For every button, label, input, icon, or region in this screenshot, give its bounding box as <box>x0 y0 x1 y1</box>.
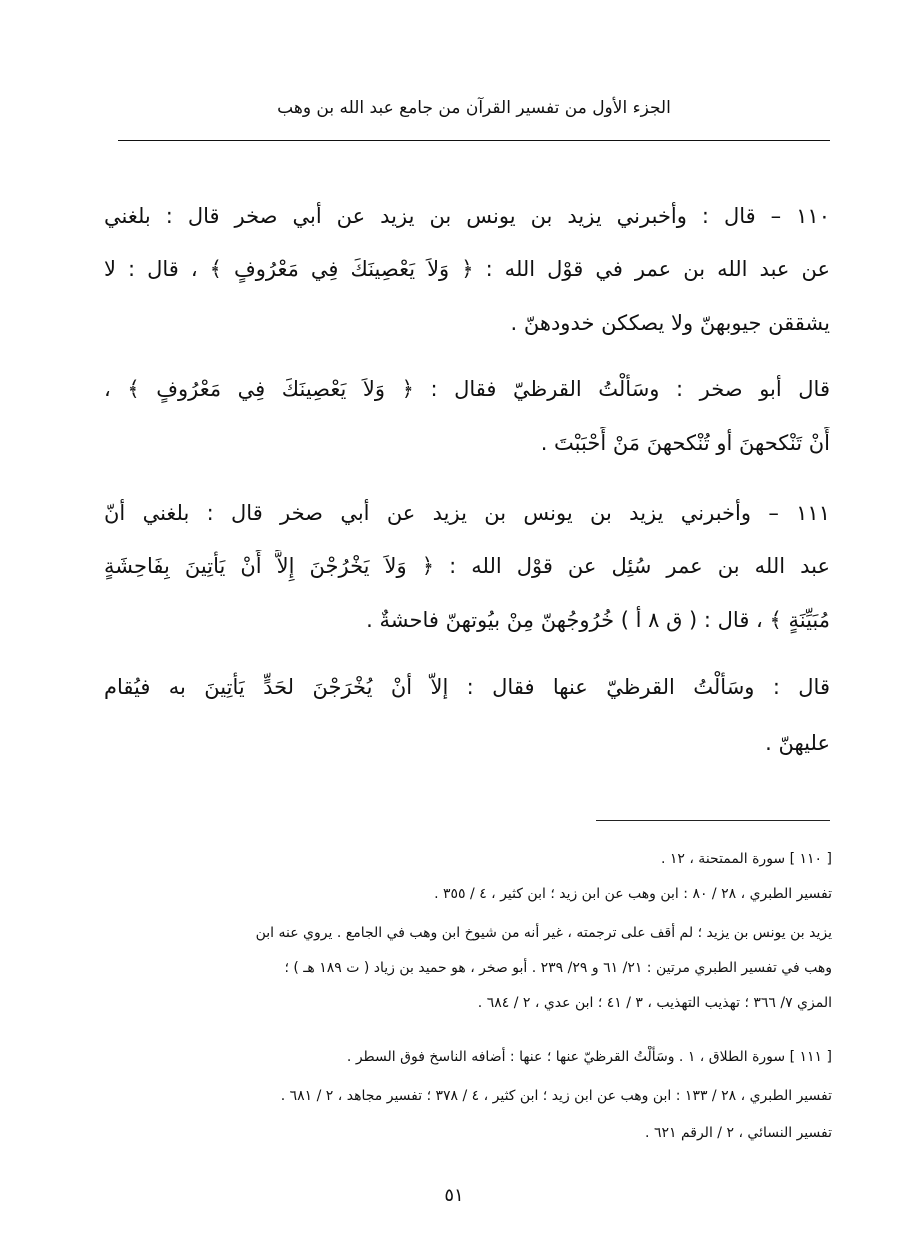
body-line: أَنْ تَنْكحهنَ أو تُنْكحهنَ مَنْ أَحْبَبْتَ . <box>540 431 830 455</box>
running-header: الجزء الأول من تفسير القرآن من جامع عبد الله بن وهب <box>277 98 671 118</box>
body-line: قال : وسَأَلْتُ القرظيّ عنها فقال : إلاّ أنْ يُخْرَجْنَ لحَدٍّ يَأْتِينَ به فيُقام <box>104 675 830 699</box>
body-line: ١١٠ – قال : وأخبرني يزيد بن يونس بن يزيد عن أبي صخر قال : بلغني <box>104 204 830 228</box>
footnote-line: وهب في تفسير الطبري مرتين : ٢١/ ٦١ و ٢٩/ ٢٣٩ . أبو صخر ، هو حميد بن زياد ( ت ١٨٩ هـ ) ؛ <box>284 960 832 976</box>
body-line: عبد الله بن عمر سُئِل عن قوْل الله : ﴿ وَلاَ يَخْرُجْنَ إِلاَّ أَنْ يَأْتِينَ بِفَاحِشَةٍ <box>104 554 830 578</box>
footnote-line: يزيد بن يونس بن يزيد ؛ لم أقف على ترجمته ، غير أنه من شيوخ ابن وهب في الجامع . يروي عنه ابن <box>255 925 832 941</box>
body-line: عليهنّ . <box>765 731 830 755</box>
footnote-line: تفسير النسائي ، ٢ / الرقم ٦٢١ . <box>645 1125 832 1141</box>
body-line: عن عبد الله بن عمر في قوْل الله : ﴿ وَلاَ يَعْصِينَكَ فِي مَعْرُوفٍ ﴾ ، قال : لا <box>104 257 830 281</box>
body-line: قال أبو صخر : وسَأَلْتُ القرظيّ فقال : ﴿ وَلاَ يَعْصِينَكَ فِي مَعْرُوفٍ ﴾ ، <box>104 377 830 401</box>
footnote-line: تفسير الطبري ، ٢٨ / ٨٠ : ابن وهب عن ابن زيد ؛ ابن كثير ، ٤ / ٣٥٥ . <box>434 886 832 902</box>
body-line: مُبَيِّنَةٍ ﴾ ، قال : ( ق ٨ أ ) خُرُوجُهنّ مِنْ بيُوتهنّ فاحشةٌ . <box>366 608 830 632</box>
footnote-line: المزي ٧/ ٣٦٦ ؛ تهذيب التهذيب ، ٣ / ٤١ ؛ ابن عدي ، ٢ / ٦٨٤ . <box>477 995 832 1011</box>
footnote-rule <box>596 820 830 821</box>
body-line: يشققن جيوبهنّ ولا يصككن خدودهنّ . <box>510 311 830 335</box>
footnote-line: تفسير الطبري ، ٢٨ / ١٣٣ : ابن وهب عن ابن زيد ؛ ابن كثير ، ٤ / ٣٧٨ ؛ تفسير مجاهد ، ٢ / ٦٨١ . <box>280 1088 832 1104</box>
header-rule <box>118 140 830 141</box>
footnote-line: [ ١١١ ] سورة الطلاق ، ١ . وسَأَلْتُ القرظيّ عنها ؛ عنها : أضافه الناسخ فوق السطر . <box>346 1049 832 1065</box>
body-line: ١١١ – وأخبرني يزيد بن يونس بن يزيد عن أبي صخر قال : بلغني أنّ <box>104 501 830 525</box>
footnote-line: [ ١١٠ ] سورة الممتحنة ، ١٢ . <box>660 851 832 867</box>
page-number: ٥١ <box>444 1185 464 1206</box>
